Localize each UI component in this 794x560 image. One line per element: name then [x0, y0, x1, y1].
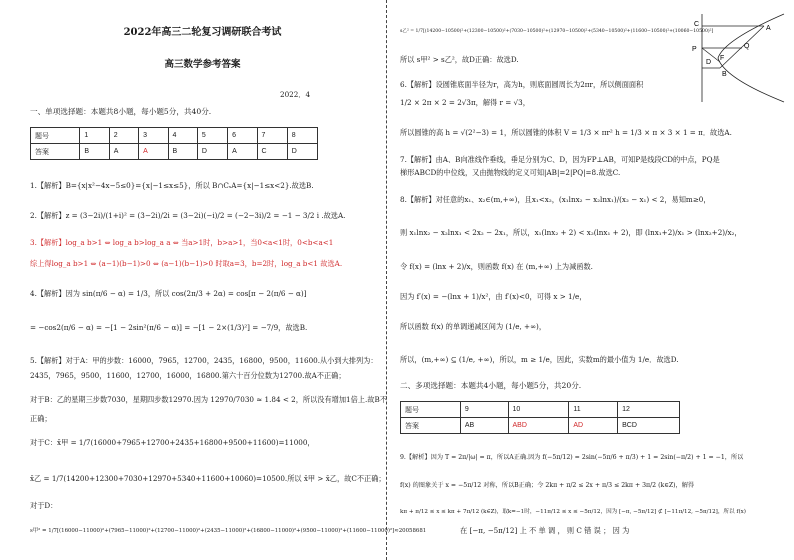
solution-line: 1.【解析】B={x|x²−4x−5≤0}={x|−1≤x≤5}，所以 B∩CₛA={x|−1≤x<2}.故选B.: [30, 181, 314, 190]
table-cell: AB: [460, 418, 508, 434]
solution-line: 则 x₁lnx₂ − x₂lnx₁ < 2x₂ − 2x₁，所以，x₁(lnx₂ + 2) < x₂(lnx₁ + 2)，即 (lnx₁+2)/x₁ > (lnx₂+2)/x₂，: [400, 228, 742, 237]
solution-line: 所以，(m,+∞) ⊆ (1/e, +∞)，所以，m ≥ 1/e，因此，实数m的最小值为 1/e．故选D.: [400, 355, 679, 364]
table-cell: 5: [197, 128, 227, 144]
table-cell: 答案: [401, 418, 461, 434]
table-cell: 10: [508, 402, 569, 418]
table-cell: 题号: [31, 128, 80, 144]
solution-line: 正确；: [30, 414, 52, 423]
table-cell: BCD: [618, 418, 680, 434]
label-c: C: [694, 21, 700, 28]
table-cell: 3: [139, 128, 168, 144]
table-cell: A: [109, 144, 138, 160]
table-row: [401, 402, 680, 418]
table-row: [31, 128, 318, 144]
solution-line: 3.【解析】log_a b>1 ⇔ log_a b>log_a a ⇔ 当a>1时，b>a>1，当0<a<1时，0<b<a<1: [30, 238, 334, 247]
table-cell: C: [257, 144, 287, 160]
table-cell: B: [168, 144, 197, 160]
section2-answer-table: [400, 401, 680, 434]
solution-line: x̄乙 = 1/7(14200+12300+7030+12970+5340+11600+10060)=10500.所以 x̄甲 > x̄乙，故C不正确；: [30, 474, 386, 483]
table-cell: D: [197, 144, 227, 160]
solution-line: s甲² = 1/7[(16000−11000)²+(7965−11000)²+(12700−11000)²+(2435−11000)²+(16800−11000)²+(9500−11000)²+(11600−11000)²]≈20058681: [30, 528, 427, 534]
table-cell: A: [228, 144, 257, 160]
solution-line: 2435，7965，9500，11600，12700，16000，16800.第六十百分位数为12700.故A不正确；: [30, 371, 346, 380]
label-q: Q: [744, 43, 750, 50]
parabola-curve: [718, 14, 784, 102]
section2-heading: 二、多项选择题：本题共4小题，每小题5分，共20分.: [400, 381, 582, 390]
solution-line: 所以 s甲² > s乙²，故D正确：故选D.: [400, 55, 519, 64]
table-cell: AD: [569, 418, 618, 434]
left-column: [30, 0, 427, 560]
table-cell: ABD: [508, 418, 569, 434]
solution-line: 所以圆锥的高 h = √(2²−3) = 1，所以圆锥的体积 V = 1/3 × πr² h = 1/3 × π × 3 × 1 = π．故选A.: [400, 128, 732, 137]
table-cell: 8: [287, 128, 317, 144]
table-cell: 2: [109, 128, 138, 144]
solution-line: 5.【解析】对于A：甲的步数：16000，7965，12700，2435，16800，9500，11600.从小到大排列为：: [30, 356, 378, 365]
solution-line: f(x) 的图象关于 x = −5π/12 对称，所以B正确；令 2kπ + π/2 ≤ 2x + π/3 ≤ 2kπ + 3π/2 (k∈Z)，解得: [400, 482, 695, 489]
section1-answer-table: [30, 127, 318, 160]
table-cell: 9: [460, 402, 508, 418]
column-divider: [386, 0, 387, 560]
solution-line: 7.【解析】由A、B向准线作垂线，垂足分别为C、D，因为FP⊥AB，可知P是线段CD的中点，PQ是: [400, 155, 720, 164]
solution-line: 8.【解析】对任意的x₁、x₂∈(m,+∞)，且x₁<x₂，(x₁lnx₂ − x₂lnx₁)/(x₂ − x₁) < 2，易知m≥0，: [400, 195, 711, 204]
table-cell: 6: [228, 128, 257, 144]
table-cell: B: [80, 144, 109, 160]
exam-title: 2022年高三二轮复习调研联合考试: [123, 27, 282, 38]
solution-line: 6.【解析】设圆锥底面半径为r，高为h，则底面圆周长为2πr，所以侧面面积: [400, 80, 644, 89]
table-cell: A: [139, 144, 168, 160]
solution-line: 对于D：: [30, 501, 58, 510]
solution-line: 1/2 × 2π × 2 = 2√3π，解得 r = √3，: [400, 98, 530, 107]
solution-line: kπ + π/12 ≤ x ≤ kπ + 7π/12 (k∈Z)，取k=−1时，−11π/12 ≤ x ≤ −5π/12，因为 [−π, −5π/12] ⊄ [−11π/12, −5π/12]，所以 f(x): [400, 509, 746, 515]
label-d: D: [706, 59, 712, 66]
solution-line: 所以函数 f(x) 的单调递减区间为 (1/e, +∞)，: [400, 322, 547, 331]
solution-line: 对于B：乙的星期三步数7030，星期四步数12970.因为 12970/7030 ≈ 1.84 < 2，所以没有增加1倍上.故B不: [30, 395, 387, 404]
table-row: [401, 418, 680, 434]
label-p: P: [692, 46, 697, 53]
solution-line: 梯形ABCD的中位线，又由抛物线的定义可知|AB|=2|PQ|=8.故选C.: [400, 168, 621, 177]
table-cell: 11: [569, 402, 618, 418]
solution-line: = −cos2(π/6 − α) = −[1 − 2sin²(π/6 − α)] = −[1 − 2×(1/3)²] = −7/9，故选B.: [30, 323, 308, 332]
table-cell: 12: [618, 402, 680, 418]
table-row: [31, 144, 318, 160]
parabola-figure: [684, 12, 790, 104]
solution-line: 4.【解析】因为 sin(π/6 − α) = 1/3，所以 cos(2π/3 + 2α) = cos[π − 2(π/6 − α)]: [30, 289, 307, 298]
table-cell: 7: [257, 128, 287, 144]
table-cell: 1: [80, 128, 109, 144]
table-cell: D: [287, 144, 317, 160]
table-cell: 题号: [401, 402, 461, 418]
section1-heading: 一、单项选择题：本题共8小题，每小题5分，共40分.: [30, 107, 212, 116]
solution-line: 9.【解析】因为 T = 2π/|ω| = π，所以A正确.因为 f(−5π/12) = 2sin(−5π/6 + π/3) + 1 = 2sin(−π/2) + 1 = −1，所以: [400, 454, 744, 461]
solution-line: s乙² = 1/7[(14200−10500)²+(12300−10500)²+(7030−10500)²+(12970−10500)²+(5340−10500)²+(11600−10500)²+(10060−10500)²]: [400, 29, 714, 34]
answer-subtitle: 高三数学参考答案: [164, 59, 241, 70]
line-ab: [720, 26, 764, 68]
solution-line: 在 [−π, −5π/12] 上 不 单 调 ， 则 C 错 误 ； 因 为: [460, 526, 630, 535]
table-cell: 答案: [31, 144, 80, 160]
label-a: A: [766, 25, 771, 32]
solution-line: 对于C：x̄甲 = 1/7(16000+7965+12700+2435+16800+9500+11600)=11000，: [30, 438, 315, 447]
table-cell: 4: [168, 128, 197, 144]
solution-line: 综上得log_a b>1 ⇔ (a−1)(b−1)>0 ⇔ (a−1)(b−1)>0 时取a=3，b=2时，log_a b<1 故选A.: [30, 259, 343, 268]
label-f: F: [720, 55, 725, 62]
exam-date: 2022．4: [280, 90, 311, 99]
solution-line: 令 f(x) = (lnx + 2)/x，则函数 f(x) 在 (m,+∞) 上为减函数.: [400, 262, 593, 271]
label-b: B: [722, 71, 727, 78]
solution-line: 2.【解析】z = (3−2i)/(1+i)² = (3−2i)/2i = (3−2i)(−i)/2 = (−2−3i)/2 = −1 − 3/2 i .故选A.: [30, 211, 346, 220]
solution-line: 因为 f′(x) = −(lnx + 1)/x²，由 f′(x)<0，可得 x > 1/e，: [400, 292, 587, 301]
